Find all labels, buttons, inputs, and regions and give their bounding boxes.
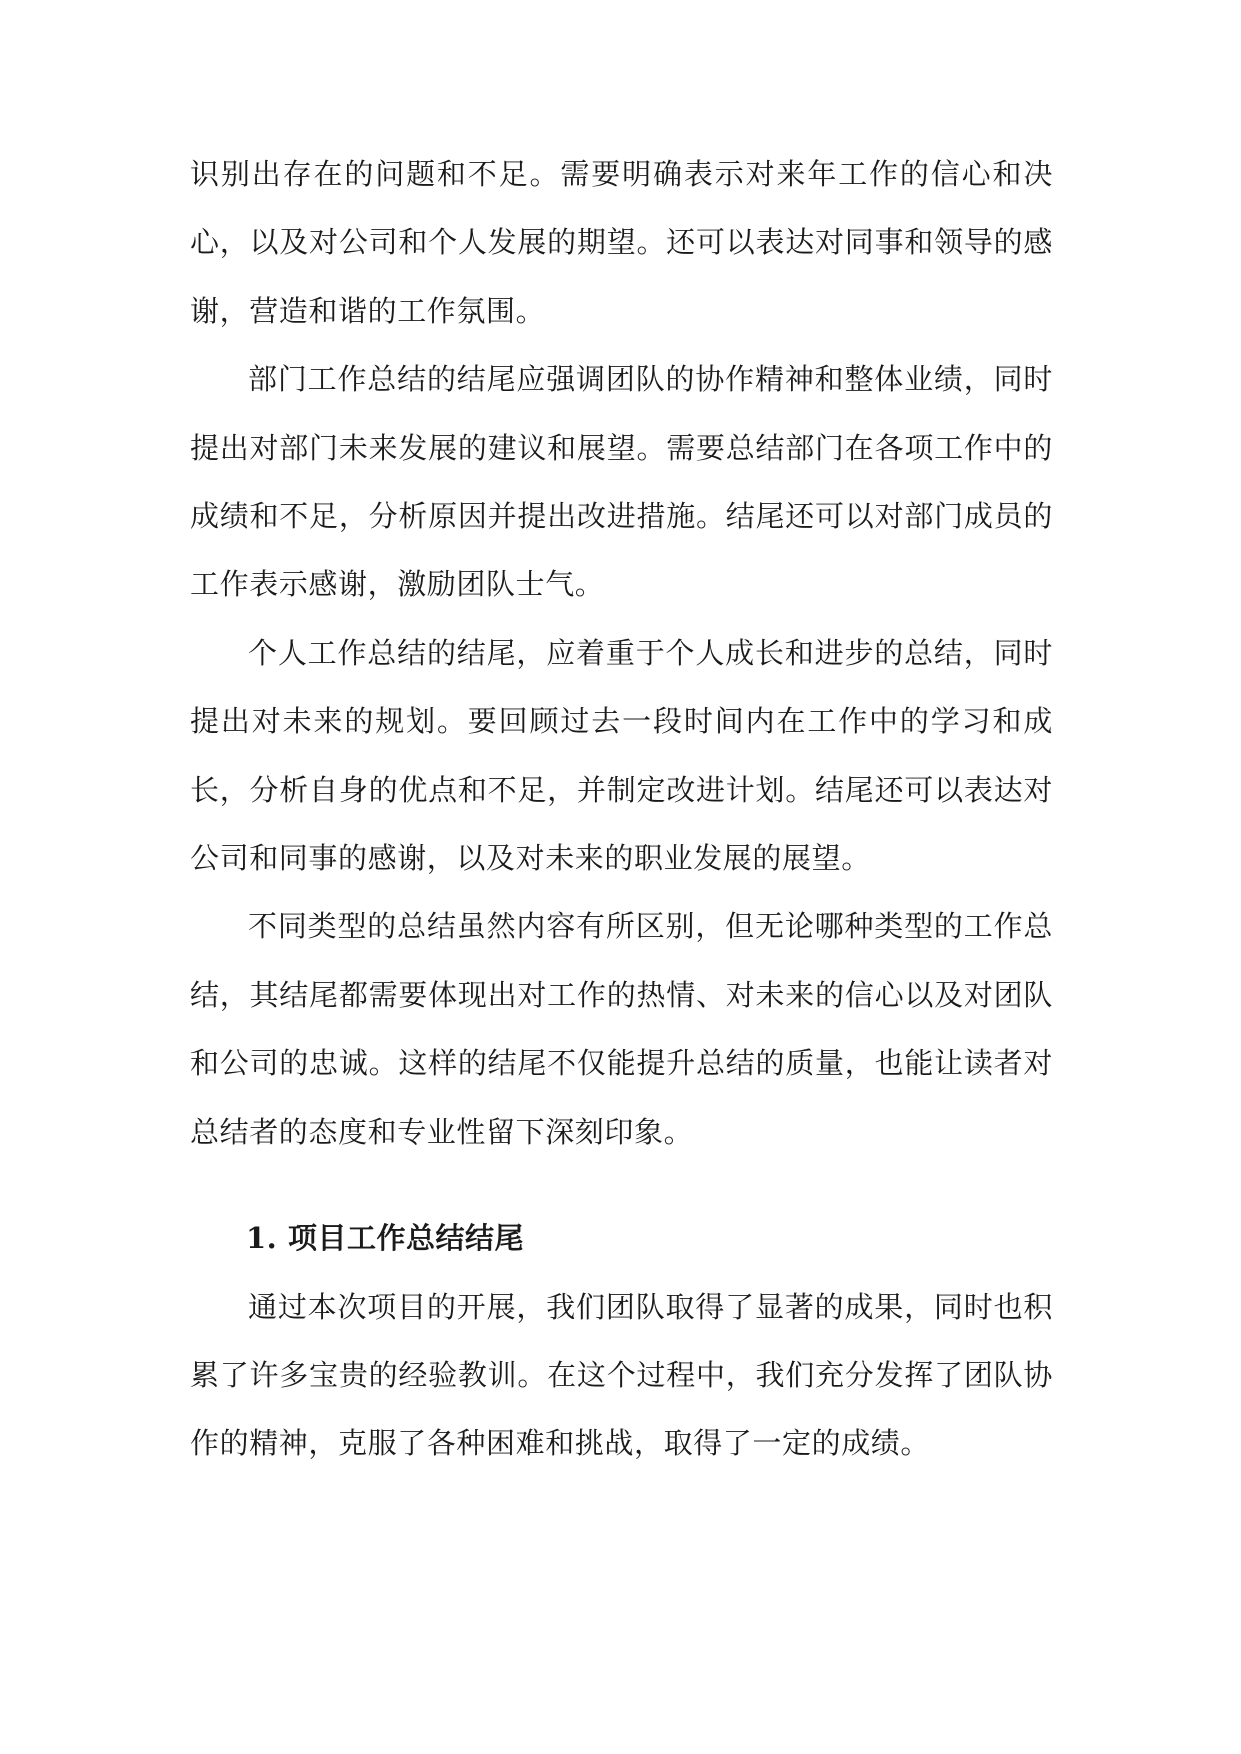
section-heading	[190, 1204, 1053, 1272]
paragraph-general-conclusion: 不同类型的总结虽然内容有所区别，但无论哪种类型的工作总结，其结尾都需要体现出对工作的热情、对未来的信心以及对团队和公司的忠诚。这样的结尾不仅能提升总结的质量，也能让读者对总结者的态度和专业性留下深刻印象。	[190, 909, 1053, 1149]
section-heading-title: 项目工作总结结尾	[288, 1221, 525, 1256]
paragraph-department-summary: 部门工作总结的结尾应强调团队的协作精神和整体业绩，同时提出对部门未来发展的建议和展望。需要总结部门在各项工作中的成绩和不足，分析原因并提出改进措施。结尾还可以对部门成员的工作表示感谢，激励团队士气。	[190, 362, 1053, 602]
paragraph-personal-summary: 个人工作总结的结尾，应着重于个人成长和进步的总结，同时提出对未来的规划。要回顾过去一段时间内在工作中的学习和成长，分析自身的优点和不足，并制定改进计划。结尾还可以表达对公司和同事的感谢，以及对未来的职业发展的展望。	[190, 635, 1053, 876]
paragraph-project-summary: 通过本次项目的开展，我们团队取得了显著的成果，同时也积累了许多宝贵的经验教训。在这个过程中，我们充分发挥了团队协作的精神，克服了各种困难和挑战，取得了一定的成绩。	[190, 1289, 1053, 1461]
paragraph-continuation: 识别出存在的问题和不足。需要明确表示对来年工作的信心和决心，以及对公司和个人发展的期望。还可以表达对同事和领导的感谢，营造和谐的工作氛围。	[190, 157, 1053, 328]
section-heading-number: 1.	[246, 1221, 278, 1256]
